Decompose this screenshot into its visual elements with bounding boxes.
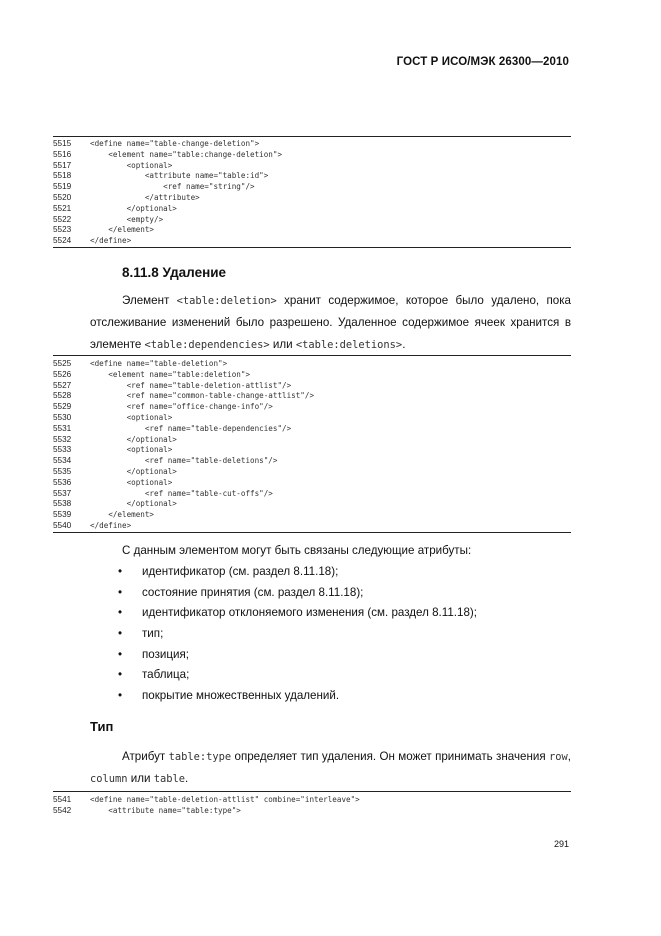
code-block-1: [53, 136, 571, 248]
code-text: <optional>: [90, 445, 173, 455]
line-number: 5540: [53, 520, 72, 530]
line-number: 5517: [53, 160, 72, 170]
code-inline: row: [548, 751, 568, 763]
code-line: [53, 478, 571, 489]
code-text: <optional>: [90, 160, 173, 170]
bullet-icon: •: [118, 689, 123, 703]
text: Элемент: [122, 294, 177, 307]
code-line: [53, 182, 571, 193]
list-item-text: таблица;: [142, 668, 190, 682]
code-line: [53, 193, 571, 204]
code-text: <attribute name="table:type">: [90, 805, 241, 815]
text: определяет тип удаления. Он может принимать значения: [231, 750, 549, 763]
code-line: [53, 359, 571, 370]
list-item-text: тип;: [142, 627, 164, 641]
code-line: [53, 161, 571, 172]
code-line: [53, 171, 571, 182]
code-text: <ref name="table-deletion-attlist"/>: [90, 380, 292, 390]
line-number: 5515: [53, 139, 72, 148]
line-number: 5520: [53, 192, 72, 202]
code-text: <ref name="common-table-change-attlist"/>: [90, 391, 315, 401]
line-number: 5518: [53, 171, 72, 181]
code-text: </element>: [90, 225, 155, 235]
line-number: 5524: [53, 236, 72, 246]
code-text: <optional>: [90, 477, 173, 487]
code-text: </define>: [90, 236, 132, 246]
line-number: 5533: [53, 445, 72, 455]
list-item-text: позиция;: [142, 647, 190, 661]
line-number: 5530: [53, 412, 72, 422]
code-text: <define name="table-change-deletion">: [90, 139, 260, 148]
code-line: [53, 499, 571, 510]
code-text: </optional>: [90, 466, 177, 476]
line-number: 5519: [53, 182, 72, 192]
bullet-icon: •: [118, 585, 123, 599]
line-number: 5535: [53, 466, 72, 476]
line-number: 5525: [53, 359, 72, 368]
line-number: 5542: [53, 805, 72, 815]
code-inline: <table:deletions>: [295, 339, 403, 351]
bullet-icon: •: [118, 647, 123, 661]
code-text: <ref name="table-deletions"/>: [90, 456, 278, 466]
code-text: </attribute>: [90, 192, 200, 202]
text: хранит содержимое, которое было удалено, пока отслеживание изменений было разрешено. Удаленное содержимое ячеек хранится в элементе: [90, 294, 571, 351]
code-line: [53, 370, 571, 381]
paragraph-deletion: [90, 290, 571, 356]
list-item-text: покрытие множественных удалений.: [142, 689, 340, 703]
code-text: <ref name="string"/>: [90, 182, 255, 192]
code-text: </element>: [90, 510, 155, 520]
line-number: 5536: [53, 477, 72, 487]
code-text: <ref name="table-cut-offs"/>: [90, 488, 273, 498]
text: .: [185, 772, 189, 785]
code-block-top-rule: [53, 355, 571, 356]
code-line: [53, 795, 571, 806]
code-text: <ref name="office-change-info"/>: [90, 402, 273, 412]
line-number: 5539: [53, 510, 72, 520]
code-line: [53, 424, 571, 435]
line-number: 5526: [53, 369, 72, 379]
code-line: [53, 391, 571, 402]
section-heading: 8.11.8 Удаление: [122, 265, 227, 280]
code-inline: column: [90, 773, 128, 785]
text: или: [269, 338, 296, 351]
line-number: 5521: [53, 203, 72, 213]
code-lines: [53, 139, 571, 247]
attributes-intro: С данным элементом могут быть связаны следующие атрибуты:: [122, 544, 472, 557]
code-text: <optional>: [90, 412, 173, 422]
code-text: <define name="table-deletion-attlist" combine="interleave">: [90, 795, 360, 804]
line-number: 5541: [53, 795, 72, 804]
code-text: <element name="table:deletion">: [90, 369, 251, 379]
paragraph-type: [90, 746, 571, 790]
code-inline: table: [153, 773, 185, 785]
bullet-icon: •: [118, 627, 123, 641]
code-line: [53, 467, 571, 478]
list-item-text: идентификатор (см. раздел 8.11.18);: [142, 565, 339, 578]
text: Атрибут: [122, 750, 169, 763]
line-number: 5537: [53, 488, 72, 498]
line-number: 5528: [53, 391, 72, 401]
code-text: <ref name="table-dependencies"/>: [90, 423, 292, 433]
code-line: [53, 445, 571, 456]
code-line: [53, 236, 571, 247]
code-line: [53, 456, 571, 467]
code-lines: [53, 795, 571, 817]
code-line: [53, 204, 571, 215]
list-item-text: идентификатор отклоняемого изменения (см. раздел 8.11.18);: [142, 606, 478, 620]
bullet-icon: •: [118, 565, 123, 578]
code-line: [53, 510, 571, 521]
line-number: 5523: [53, 225, 72, 235]
code-text: <attribute name="table:id">: [90, 171, 269, 181]
line-number: 5516: [53, 149, 72, 159]
code-text: </optional>: [90, 434, 177, 444]
code-text: </optional>: [90, 203, 177, 213]
line-number: 5527: [53, 380, 72, 390]
code-inline: table:type: [168, 751, 232, 763]
code-line: [53, 215, 571, 226]
document-header: ГОСТ Р ИСО/МЭК 26300—2010: [396, 56, 569, 68]
code-line: [53, 139, 571, 150]
code-block-top-rule: [53, 136, 571, 137]
line-number: 5522: [53, 214, 72, 224]
line-number: 5532: [53, 434, 72, 444]
code-text: </optional>: [90, 499, 177, 509]
line-number: 5538: [53, 499, 72, 509]
line-number: 5534: [53, 456, 72, 466]
code-line: [53, 413, 571, 424]
code-text: <define name="table-deletion">: [90, 359, 228, 368]
list-item-text: состояние принятия (см. раздел 8.11.18);: [142, 585, 364, 599]
text: или: [127, 772, 154, 785]
code-line: [53, 150, 571, 161]
code-block-bottom-rule: [53, 247, 571, 248]
code-line: [53, 806, 571, 817]
code-text: </define>: [90, 520, 132, 530]
code-block-bottom-rule: [53, 532, 571, 533]
code-block-3: [53, 791, 571, 817]
code-line: [53, 225, 571, 236]
code-lines: [53, 359, 571, 532]
bullet-icon: •: [118, 606, 123, 620]
code-line: [53, 402, 571, 413]
line-number: 5531: [53, 423, 72, 433]
code-line: [53, 489, 571, 500]
code-inline: <table:dependencies>: [144, 339, 270, 351]
page-number: 291: [553, 839, 569, 849]
code-inline: <table:deletion>: [176, 295, 277, 307]
bullet-icon: •: [118, 668, 123, 682]
code-line: [53, 521, 571, 532]
text: ,: [567, 750, 571, 763]
text: .: [402, 338, 406, 351]
code-text: <empty/>: [90, 214, 164, 224]
code-line: [53, 381, 571, 392]
code-block-top-rule: [53, 791, 571, 792]
line-number: 5529: [53, 402, 72, 412]
code-block-2: [53, 355, 571, 533]
code-text: <element name="table:change-deletion">: [90, 149, 283, 159]
subsection-heading: Тип: [90, 719, 114, 734]
code-line: [53, 435, 571, 446]
